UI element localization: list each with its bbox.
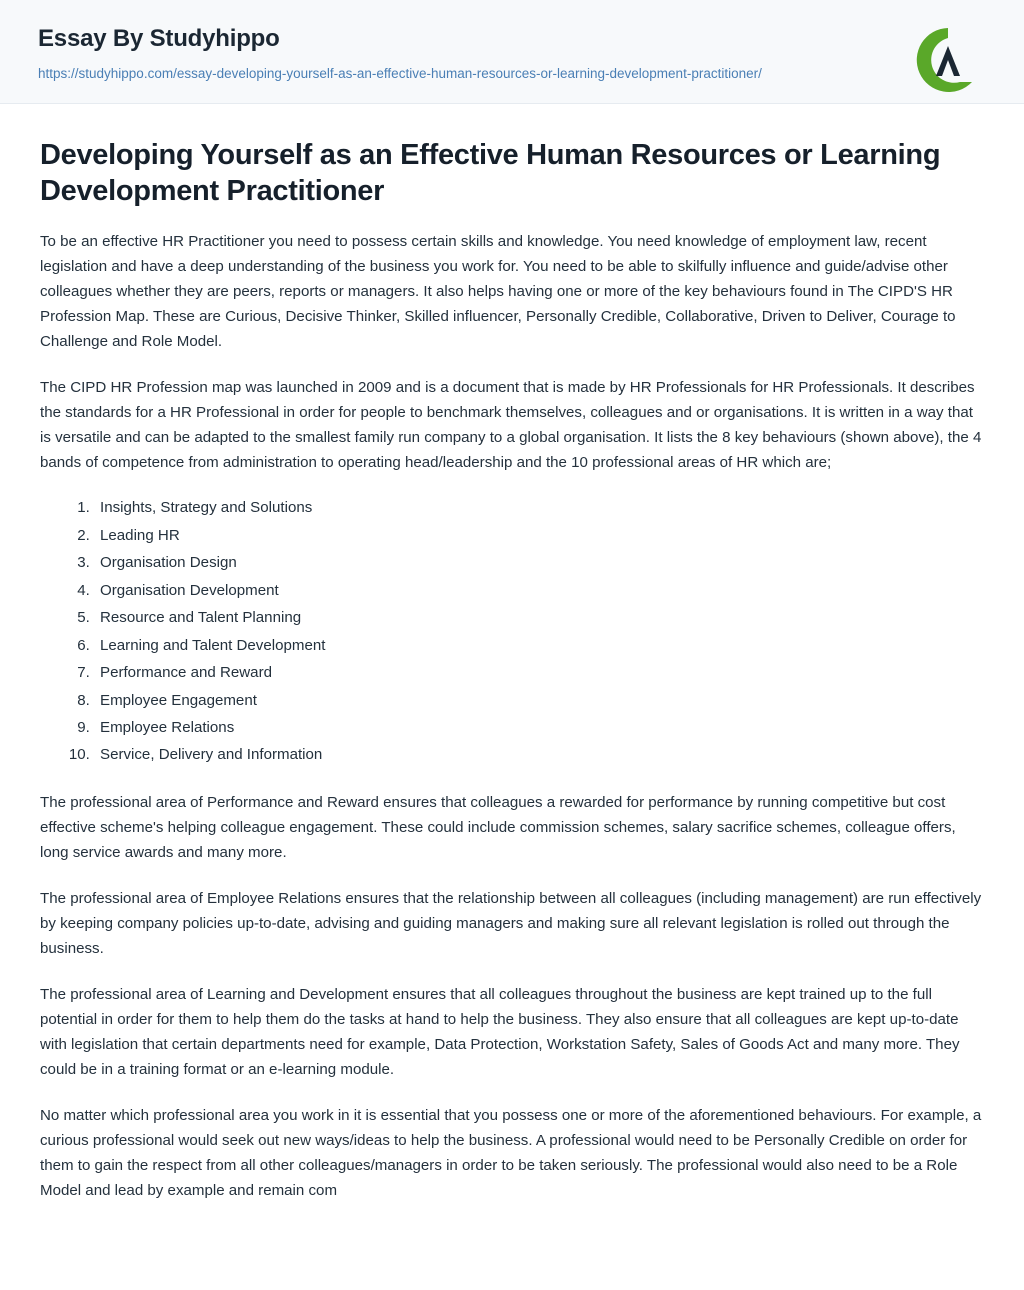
- list-item: 10. Service, Delivery and Information: [94, 743, 984, 767]
- paragraph-behaviours: No matter which professional area you work in it is essential that you possess one or more of the aforementioned behaviours. For example, a curious professional would seek out new ways/ideas to help the business. A professional would need to be Personally Credible on order for them to gain the respect from all other colleagues/managers in order to be taken seriously. The professional would also need to be a Role Model and lead by example and remain com: [40, 1107, 982, 1200]
- paragraph-intro-1: To be an effective HR Practitioner you need to possess certain skills and knowledge. You need knowledge of employment law, recent legislation and have a deep understanding of the business you work for. You need to be able to skilfully influence and guide/advise other colleagues whether they are peers, reports or managers. It also helps having one or more of the key behaviours found in The CIPD'S HR Profession Map. These are Curious, Decisive Thinker, Skilled influencer, Personally Credible, Collaborative, Driven to Deliver, Courage to Challenge and Role Model.: [40, 233, 956, 351]
- paragraph-intro-2: The CIPD HR Profession map was launched in 2009 and is a document that is made by HR Professionals for HR Professionals. It describes the standards for a HR Professional in order for people to benchmark themselves, colleagues and or organisations. It is written in a way that is versatile and can be adapted to the smallest family run company to a global organisation. It lists the 8 key behaviours (shown above), the 4 bands of competence from administration to operating head/leadership and the 10 professional areas of HR which are;: [40, 379, 982, 472]
- list-item: 7. Performance and Reward: [94, 661, 984, 685]
- circle-a-logo: [912, 24, 984, 96]
- page-title: Developing Yourself as an Effective Human Resources or Learning Development Practitioner: [40, 139, 941, 207]
- page-header: [0, 0, 1024, 104]
- list-item: 6. Learning and Talent Development: [94, 634, 984, 658]
- list-item: 2. Leading HR: [94, 524, 984, 548]
- paragraph-learning-development: The professional area of Learning and Development ensures that all colleagues throughout the business are kept trained up to the full potential in order for them to help them do the tasks at hand to help the business. They also ensure that all colleagues are kept up-to-date with legislation that certain departments need for example, Data Protection, Workstation Safety, Sales of Goods Act and many more. They could be in a training format or an e-learning module.: [40, 986, 960, 1079]
- list-item: 3. Organisation Design: [94, 551, 984, 575]
- list-item: 5. Resource and Talent Planning: [94, 606, 984, 630]
- list-item: 8. Employee Engagement: [94, 689, 984, 713]
- list-item: 4. Organisation Development: [94, 579, 984, 603]
- source-url-link[interactable]: https://studyhippo.com/essay-developing-yourself-as-an-effective-human-resources-or-learning-development-practitioner/: [38, 66, 762, 82]
- list-item: 1. Insights, Strategy and Solutions: [94, 496, 984, 520]
- professional-areas-list: [40, 496, 984, 767]
- paragraph-performance-reward: The professional area of Performance and Reward ensures that colleagues a rewarded for performance by running competitive but cost effective scheme's helping colleague engagement. These could include commission schemes, salary sacrifice schemes, colleague offers, long service awards and many more.: [40, 793, 956, 861]
- site-brand-title: Essay By Studyhippo: [38, 25, 280, 52]
- document-body: [0, 104, 1024, 1264]
- paragraph-employee-relations: The professional area of Employee Relations ensures that the relationship between all colleagues (including management) are run effectively by keeping company policies up-to-date, advising and guiding managers and making sure all relevant legislation is rolled out through the business.: [40, 890, 982, 958]
- list-item: 9. Employee Relations: [94, 716, 984, 740]
